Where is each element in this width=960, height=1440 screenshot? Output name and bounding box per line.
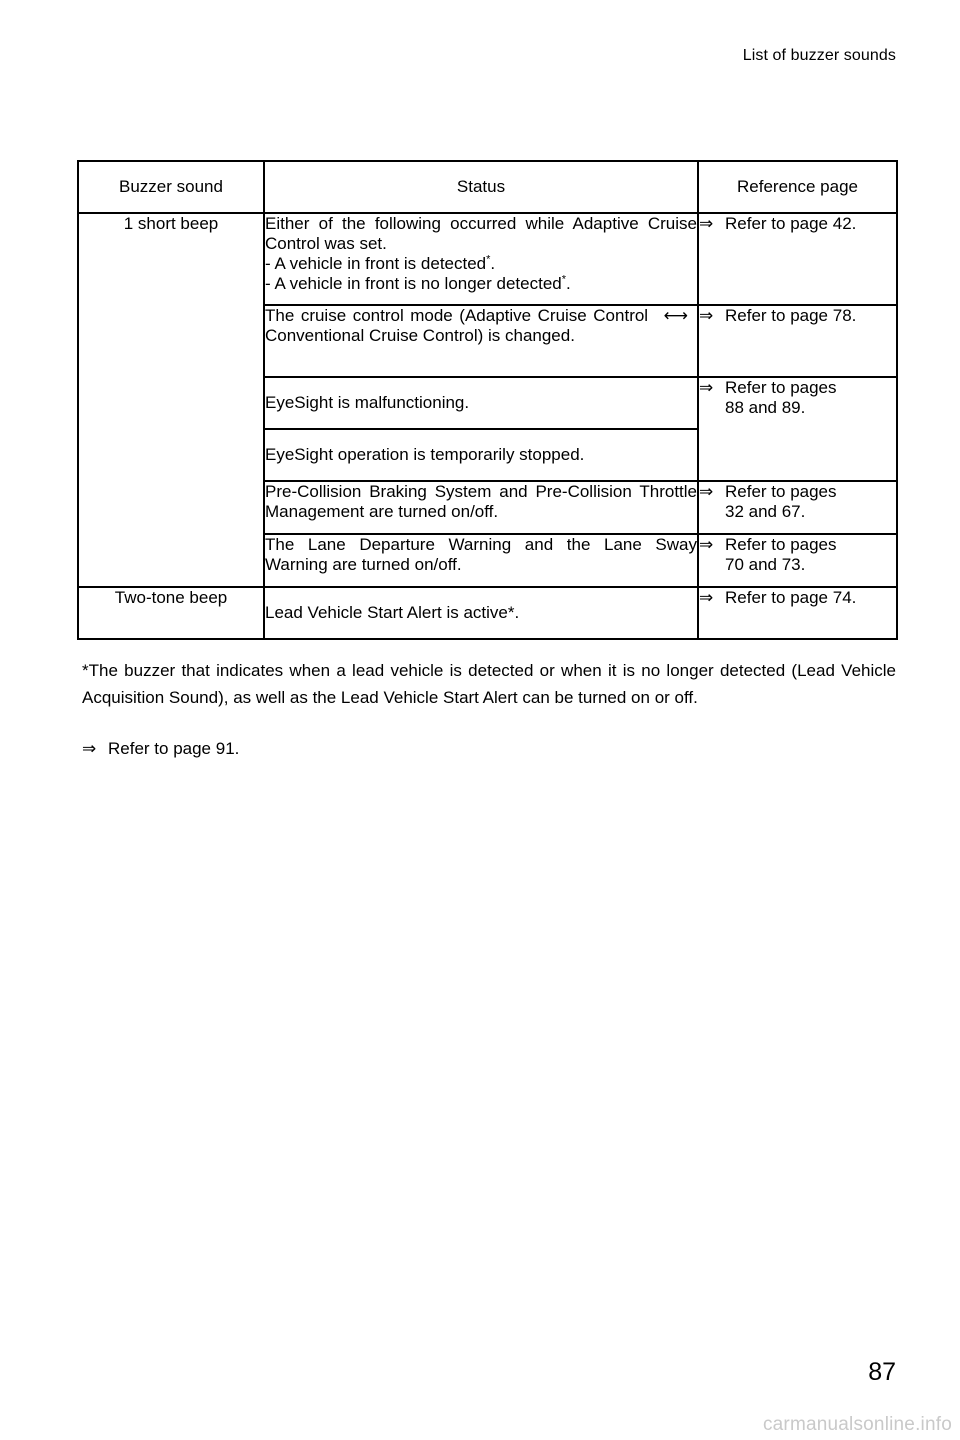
footnote-text: *The buzzer that indicates when a lead vehicle is detected or when it is no longer detected (Lead Vehicle Acquisition Sound), as well as the Lead Vehicle Start Alert can be turned on or off. xyxy=(82,661,896,707)
status-cell: Lead Vehicle Start Alert is active*. xyxy=(264,587,698,639)
header-reference-page: Reference page xyxy=(698,161,897,213)
reference-link[interactable]: Refer to page 74. xyxy=(725,588,857,607)
reference-link[interactable]: Refer to page 78. xyxy=(725,306,857,325)
status-cell: Pre-Collision Braking System and Pre-Collision Throttle Management are turned on/off. xyxy=(264,481,698,534)
reference-link[interactable]: Refer to pages 88 and 89. xyxy=(725,378,837,417)
status-bullet: - A vehicle in front is no longer detected*. xyxy=(265,273,571,293)
right-arrow-icon: ⇒ xyxy=(82,739,97,758)
reference-cell xyxy=(698,213,897,305)
table-header-row xyxy=(78,161,897,213)
reference-link[interactable]: Refer to page 42. xyxy=(725,214,857,233)
table-row xyxy=(78,213,897,305)
status-bullet: - A vehicle in front is detected*. xyxy=(265,253,496,273)
right-arrow-icon: ⇒ xyxy=(699,535,714,554)
reference-cell xyxy=(698,534,897,587)
reference-link[interactable]: Refer to page 91. xyxy=(108,739,240,758)
sound-cell-short-beep: 1 short beep xyxy=(78,213,264,587)
status-cell: The Lane Departure Warning and the Lane Sway Warning are turned on/off. xyxy=(264,534,698,587)
sound-cell-two-tone-beep: Two-tone beep xyxy=(78,587,264,639)
buzzer-sound-table xyxy=(77,160,898,640)
reference-cell xyxy=(698,481,897,534)
right-arrow-icon: ⇒ xyxy=(699,306,714,325)
status-cell: EyeSight operation is temporarily stopped. xyxy=(264,429,698,481)
right-arrow-icon: ⇒ xyxy=(699,214,714,233)
status-cell: The cruise control mode (Adaptive Cruise Control ⟷ Conventional Cruise Control) is changed. xyxy=(264,305,698,377)
reference-cell xyxy=(698,305,897,377)
footnote-star: * xyxy=(486,253,491,266)
reference-link[interactable]: Refer to pages 32 and 67. xyxy=(725,482,837,521)
footnote-reference xyxy=(82,739,239,759)
footnote-star: * xyxy=(561,273,567,286)
status-cell: EyeSight is malfunctioning. xyxy=(264,377,698,429)
status-cell xyxy=(264,213,698,305)
table-row xyxy=(78,587,897,639)
section-title: List of buzzer sounds xyxy=(742,47,896,64)
reference-cell xyxy=(698,587,897,639)
watermark: carmanualsonline.info xyxy=(762,1414,952,1435)
header-buzzer-sound: Buzzer sound xyxy=(78,161,264,213)
page-number: 87 xyxy=(868,1358,896,1386)
left-right-arrow-icon: ⟷ xyxy=(663,306,688,325)
status-text: Either of the following occurred while Adaptive Cruise Control was set. xyxy=(265,214,697,253)
reference-link[interactable]: Refer to pages 70 and 73. xyxy=(725,535,837,574)
header-status: Status xyxy=(264,161,698,213)
right-arrow-icon: ⇒ xyxy=(699,588,714,607)
right-arrow-icon: ⇒ xyxy=(699,378,714,397)
reference-cell xyxy=(698,377,897,481)
right-arrow-icon: ⇒ xyxy=(699,482,714,501)
